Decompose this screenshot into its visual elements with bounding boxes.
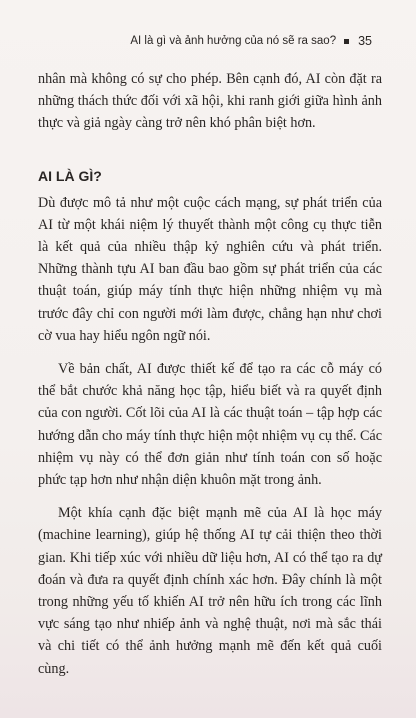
body-paragraph-3: Một khía cạnh đặc biệt mạnh mẽ của AI là học máy (machine learning), giúp hệ thống AI tự cải thiện theo thời gian. Khi tiếp xúc với nhiều dữ liệu hơn, AI có thể tạo ra dự đoán và đưa ra quyết định chính xác hơn. Đây chính là một trong những yếu tố khiến AI trở nên hữu ích trong các lĩnh vực sáng tạo như nhiếp ảnh và nghệ thuật, nơi mà sắc thái và chi tiết có thể ảnh hưởng mạnh mẽ đến kết quả cuối cùng. bbox=[38, 505, 382, 677]
body-paragraph-2: Về bản chất, AI được thiết kế để tạo ra các cỗ máy có thể bắt chước khả năng học tập, hiểu biết và ra quyết định của con người. Cốt lõi của AI là các thuật toán – tập hợp các hướng dẫn cho máy tính thực hiện một nhiệm vụ cụ thể. Các nhiệm vụ này có thể đơn giản như tính toán con số hoặc phức tạp hơn như nhận diện khuôn mặt trong ảnh. bbox=[38, 361, 382, 489]
running-title: AI là gì và ảnh hưởng của nó sẽ ra sao? bbox=[130, 35, 337, 47]
page-body bbox=[38, 68, 382, 680]
continued-paragraph: nhân mà không có sự cho phép. Bên cạnh đó, AI còn đặt ra những thách thức đối với xã hội, khi ranh giới giữa hình ảnh thực và giả ngày càng trở nên khó phân biệt hơn. bbox=[38, 71, 382, 132]
page-number: 35 bbox=[358, 34, 372, 48]
section-heading: AI LÀ GÌ? bbox=[38, 167, 102, 184]
body-paragraph-1: Dù được mô tả như một cuộc cách mạng, sự phát triển của AI từ một khái niệm lý thuyết thành một công cụ thực tiễn là kết quả của nhiều thập kỷ nghiên cứu và phát triển. Những thành tựu AI ban đầu bao gồm sự phát triển của các thuật toán, giúp máy tính thực hiện những nhiệm vụ mà trước đây chỉ con người mới làm được, chẳng hạn như chơi cờ vua hay hiểu ngôn ngữ nói. bbox=[38, 194, 382, 344]
running-header bbox=[130, 34, 372, 48]
square-bullet-icon bbox=[344, 39, 349, 44]
